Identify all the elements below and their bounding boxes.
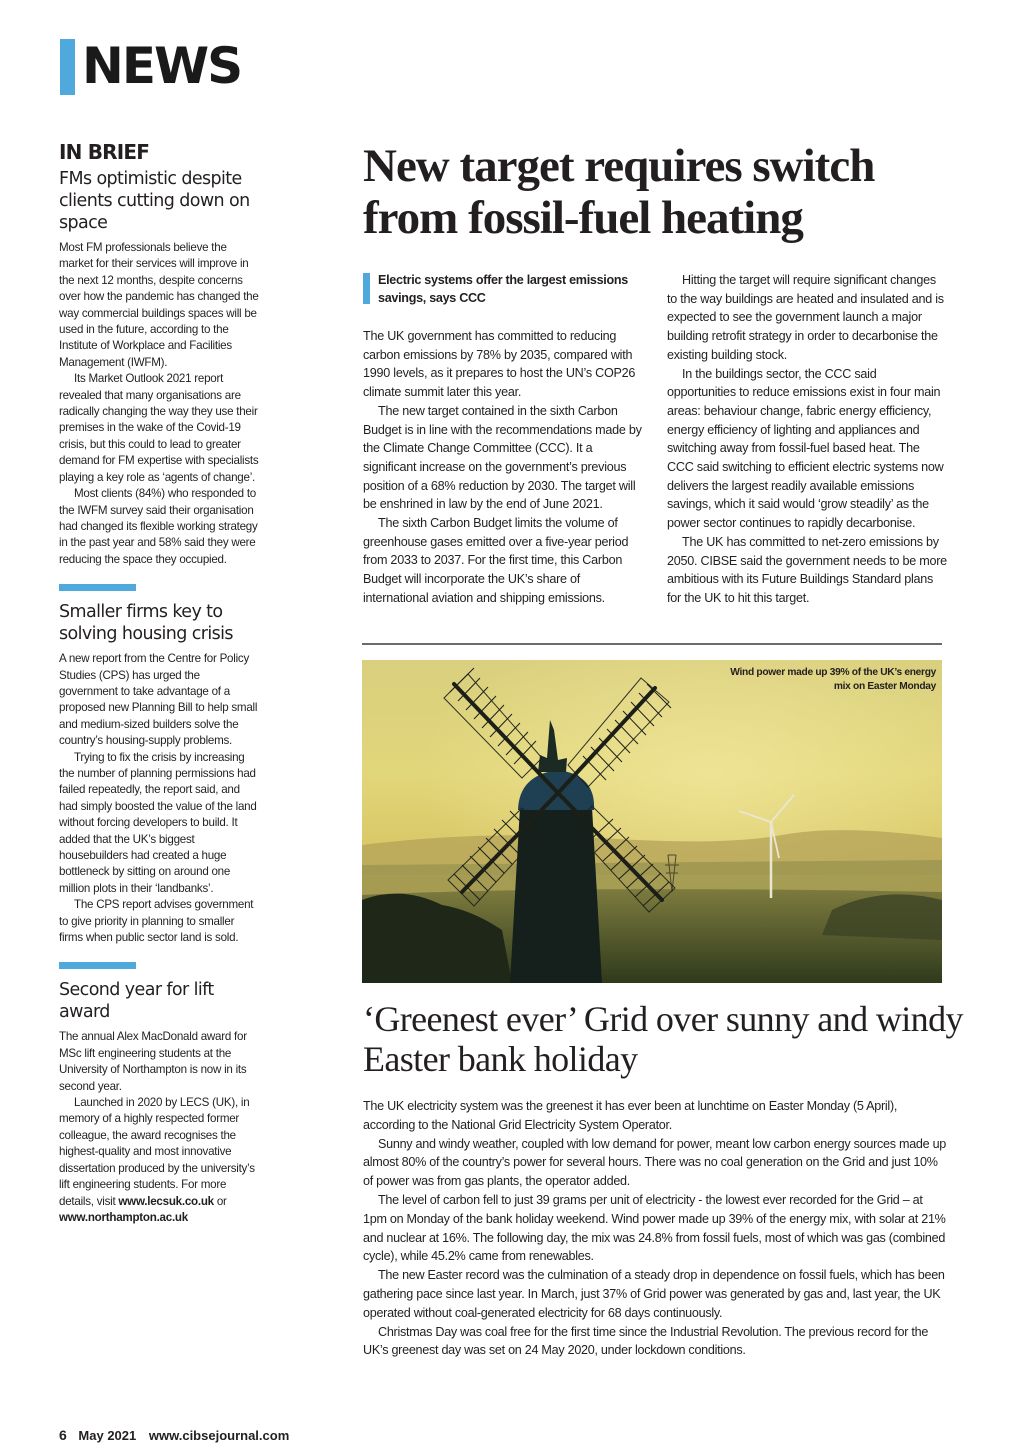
brief-title: Smaller firms key to solving housing crisis (59, 602, 233, 645)
issue-date: May 2021 (78, 1428, 137, 1443)
website-link[interactable]: www.cibsejournal.com (148, 1428, 290, 1443)
story-divider (362, 643, 942, 645)
story-headline: New target requires switch from fossil-fuel heating (363, 140, 875, 244)
brief-paragraph: Trying to fix the crisis by increasing the number of planning permissions had failed repeatedly, the report said, and had simply boosted the value of the land without forcing developers to build. It added that the UK’s biggest housebuilders had created a huge bottleneck by sitting on around one million plots in their ‘landbanks’. (59, 750, 257, 895)
northampton-link[interactable]: www.northampton.ac.uk (59, 1210, 188, 1224)
page-footer (59, 1427, 289, 1443)
story-paragraph: The level of carbon fell to just 39 grams per unit of electricity - the lowest ever recorded for the Grid – at 1pm on Monday of the bank holiday weekend. Wind power made up 39% of the energy mix, with solar at 21% and nuclear at 16%. The following day, the mix was 24.8% from fossil fuels, most of which was gas (combined cycle), while 45.2% came from renewables. (363, 1192, 946, 1264)
brief-item (59, 168, 259, 568)
page-number: 6 (59, 1427, 67, 1443)
in-brief-sidebar (59, 138, 259, 1226)
brief-paragraph: Most FM professionals believe the market for their services will improve in the next 12 months, despite concerns over how the pandemic has changed the way commercial buildings spaces will be used in the future, according to the Institute of Workplace and Facilities Management (IWFM). (59, 241, 259, 369)
brief-paragraph: A new report from the Centre for Policy Studies (CPS) has urged the government to take advantage of a proposed new Planning Bill to help small and medium-sized builders solve the country’s housing-supply problems. (59, 652, 258, 748)
story-paragraph: Sunny and windy weather, coupled with low demand for power, meant low carbon energy sources made up almost 80% of the country’s power for several hours. There was no coal generation on the Grid and just 10% of power was from gas plants, the operator added. (363, 1136, 947, 1189)
story-headline: ‘Greenest ever’ Grid over sunny and windy Easter bank holiday (363, 999, 963, 1079)
story-paragraph: In the buildings sector, the CCC said opportunities to reduce emissions exist in four main areas: behaviour change, fabric energy efficiency, energy efficiency of lighting and appliances and switching away from fossil-fuel based heat. The CCC said switching to efficient electric systems now delivers the largest readily available emissions savings, which it said would ‘grow steadily’ as the power sector continues to rapidly decarbonise. (667, 366, 944, 531)
story-paragraph: The sixth Carbon Budget limits the volume of greenhouse gases emitted over a five-year period from 2033 to 2037. For the first time, this Carbon Budget will incorporate the UK’s share of international aviation and shipping emissions. (363, 516, 629, 605)
story-paragraph: The UK electricity system was the greenest it has ever been at lunchtime on Easter Monday (5 April), according to the National Grid Electricity System Operator. (363, 1099, 898, 1132)
brief-paragraph-text: Launched in 2020 by LECS (UK), in memory of a highly respected former colleague, the award recognises the highest-quality and most innovative dissertation produced by the university’s lift engineering students. For more details, visit (59, 1096, 255, 1208)
section-accent-bar (60, 39, 75, 95)
story-body (363, 1097, 948, 1360)
link-joiner: or (216, 1194, 227, 1208)
standfirst: Electric systems offer the largest emissions savings, says CCC (378, 273, 628, 305)
brief-title: FMs optimistic despite clients cutting down on space (59, 169, 250, 233)
story-column-1 (363, 327, 645, 608)
story-paragraph: Christmas Day was coal free for the first time since the Industrial Revolution. The previous record for the UK’s greenest day was set on 24 May 2020, under lockdown conditions. (363, 1324, 929, 1358)
story-paragraph: Hitting the target will require significant changes to the way buildings are heated and insulated and is expected to see the government launch a major building retrofit strategy in order to decarbonise the existing building stock. (667, 273, 944, 362)
windmill-photo (362, 660, 942, 983)
brief-title: Second year for lift award (59, 980, 214, 1023)
story-paragraph: The UK government has committed to reducing carbon emissions by 78% by 2035, compared with 1990 levels, as it prepares to host the UN’s COP26 climate summit later this year. (363, 329, 636, 400)
brief-paragraph: The CPS report advises government to give priority in planning to smaller firms when public sector land is sold. (59, 898, 254, 945)
brief-separator (59, 962, 136, 969)
brief-separator (59, 584, 136, 591)
brief-paragraph (59, 1095, 259, 1226)
brief-paragraph: Its Market Outlook 2021 report revealed that many organisations are radically changing the way they use their premises in the wake of the Covid-19 crisis, but this could to lead to greater demand for FM expertise with specialists playing a key role as ‘agents of change’. (59, 372, 259, 484)
story-paragraph: The new target contained in the sixth Carbon Budget is in line with the recommendations made by the Climate Change Committee (CCC). It a significant increase on the government’s previous position of a 68% reduction by 2030. The target will be enshrined in law by the end of June 2021. (363, 403, 642, 512)
story-paragraph: The UK has committed to net-zero emissions by 2050. CIBSE said the government needs to be more ambitious with its Future Buildings Standard plans for the UK to hit this target. (667, 534, 947, 605)
story-column-2 (667, 271, 947, 608)
lecs-link[interactable]: www.lecsuk.co.uk (118, 1194, 214, 1208)
brief-item (59, 979, 259, 1226)
brief-item (59, 601, 259, 946)
brief-paragraph: Most clients (84%) who responded to the IWFM survey said their organisation had changed its flexible working strategy in the past year and 58% said they were reducing the space they occupied. (59, 487, 258, 566)
standfirst-accent-bar (363, 273, 370, 304)
photo-caption: Wind power made up 39% of the UK’s energy mix on Easter Monday (730, 667, 936, 692)
in-brief-heading: IN BRIEF (59, 140, 150, 164)
windmill-illustration (362, 660, 942, 983)
section-title: NEWS (82, 37, 242, 95)
story-paragraph: The new Easter record was the culmination of a steady drop in dependence on fossil fuels, which has been gathering pace since last year. In March, just 37% of Grid power was generated by gas and, last year, the UK operated without coal-generated electricity for 68 days continuously. (363, 1268, 945, 1320)
brief-paragraph: The annual Alex MacDonald award for MSc lift engineering students at the University of Northampton is now in its second year. (59, 1030, 247, 1093)
